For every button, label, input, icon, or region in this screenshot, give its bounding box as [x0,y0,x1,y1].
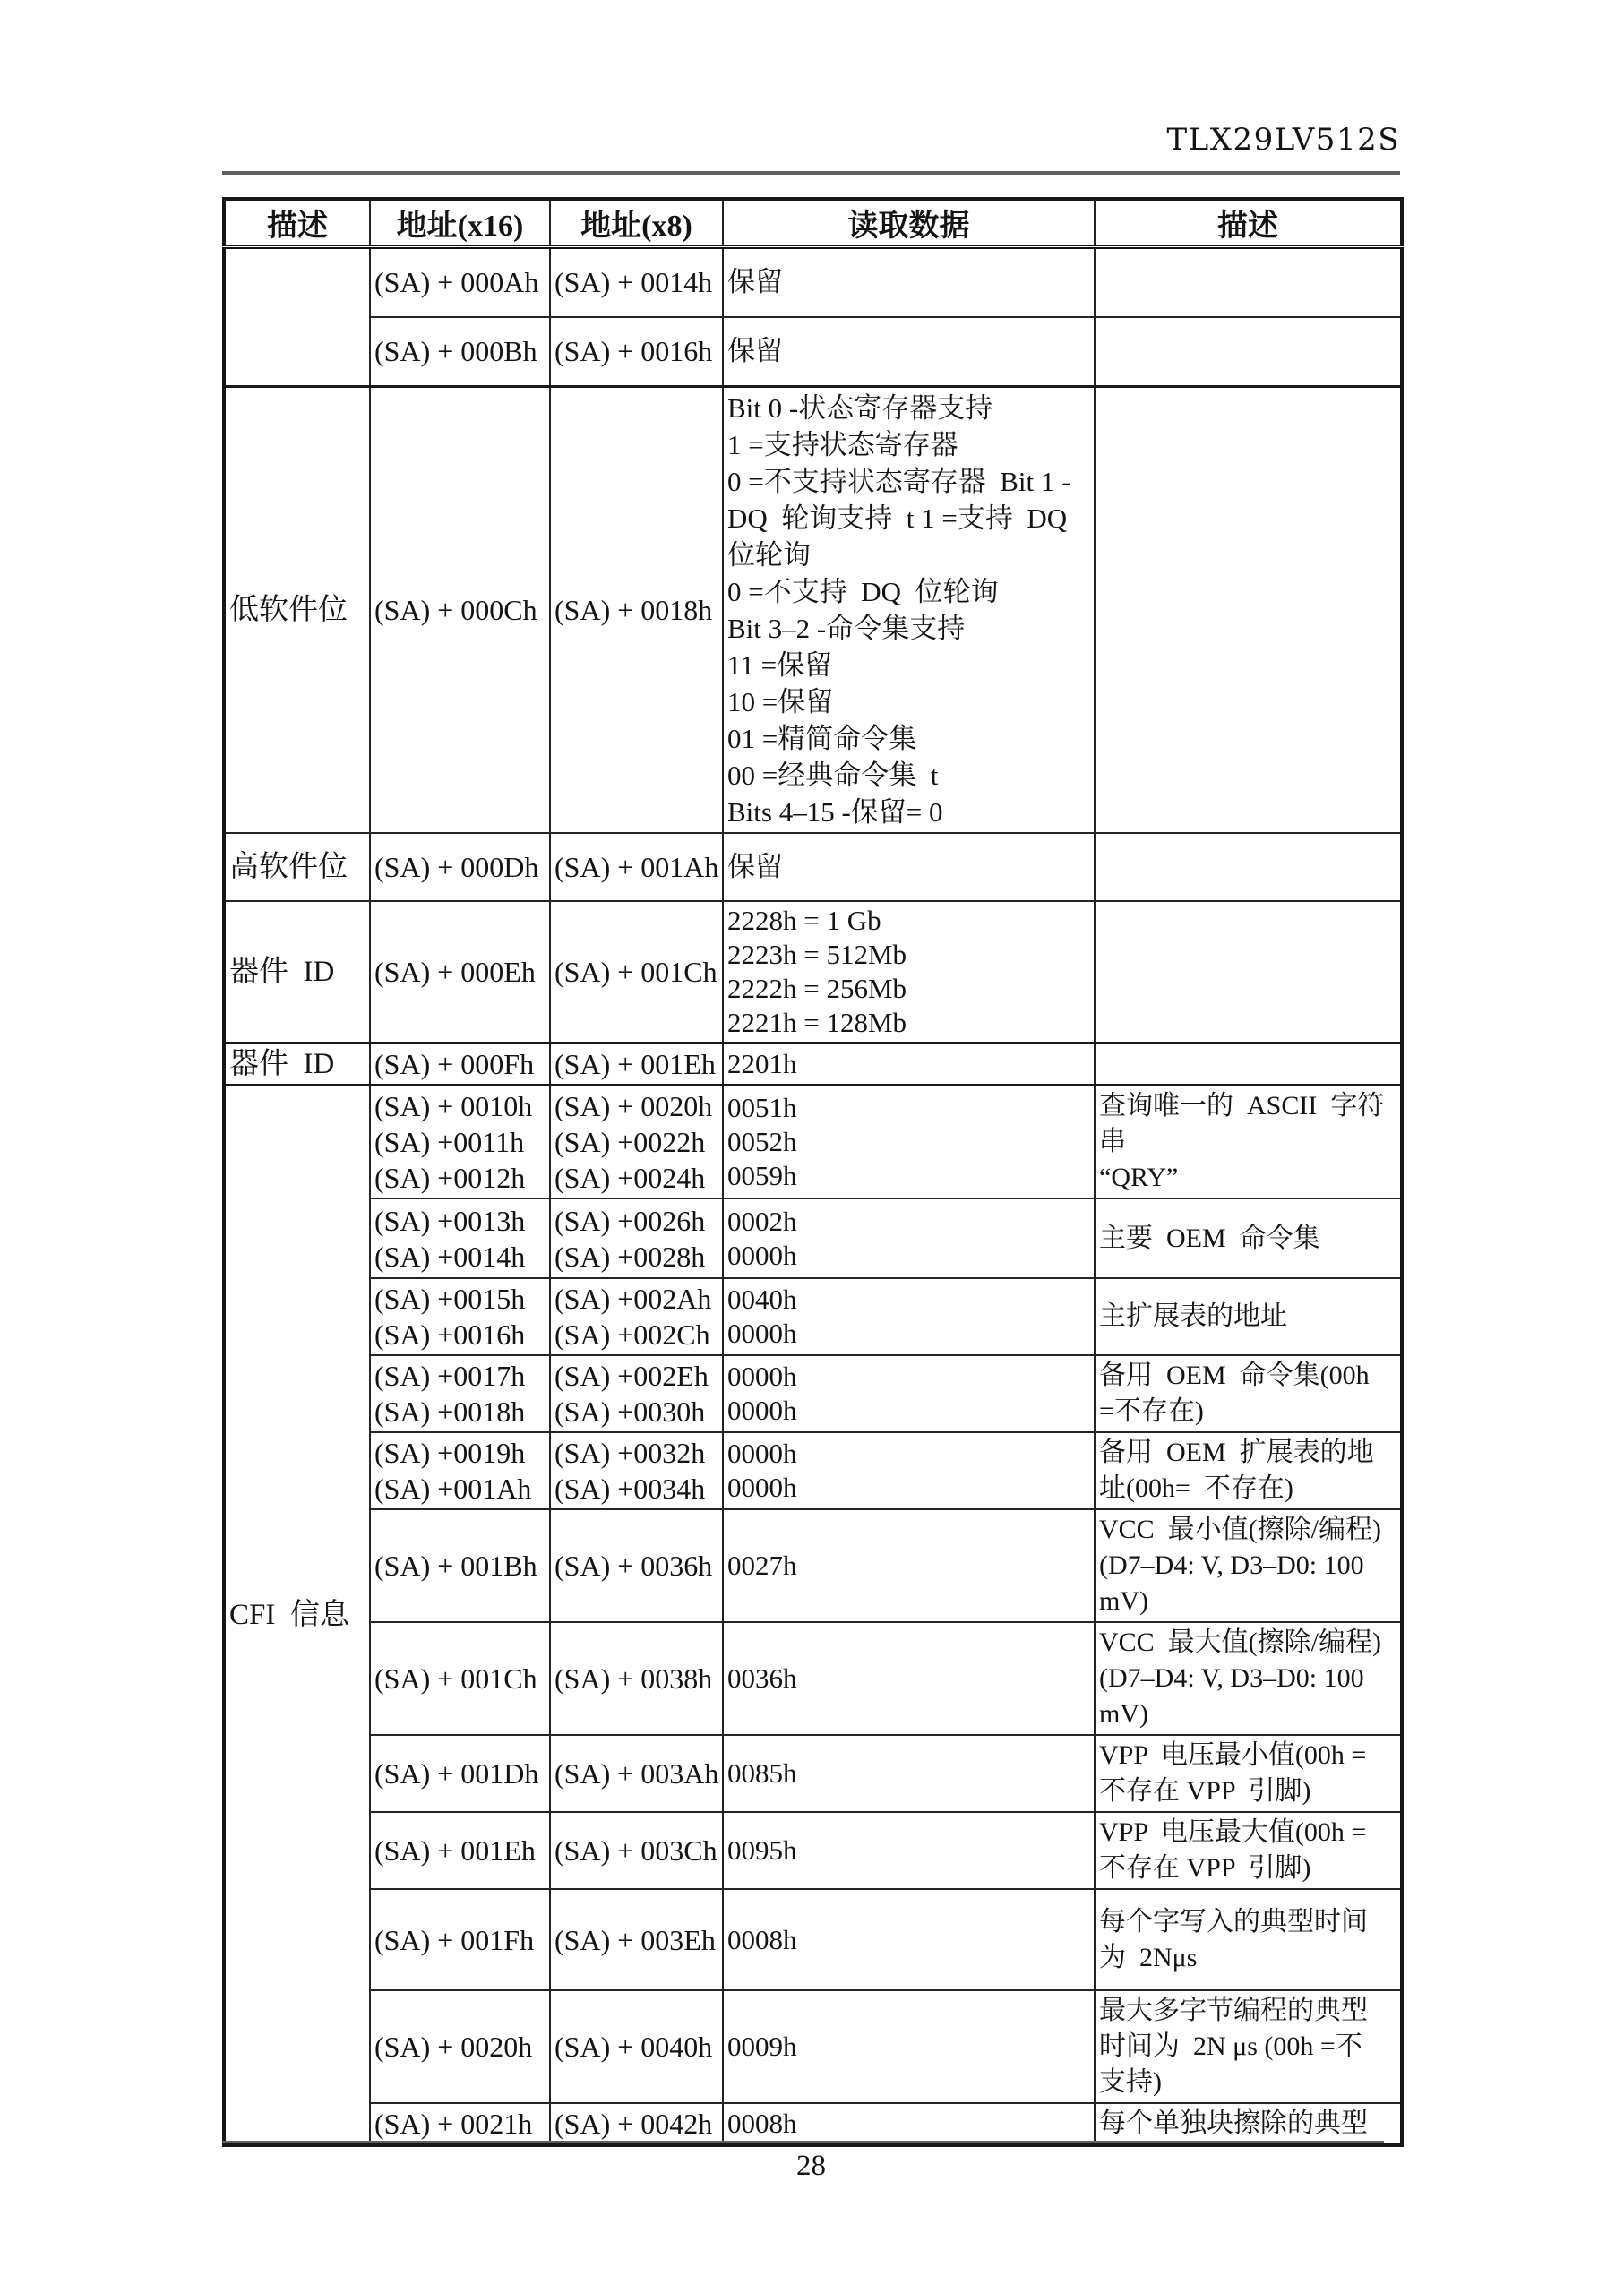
cfi-query-table [222,197,1404,2147]
cell-description-right [1095,1086,1402,1199]
table-row [224,901,1402,1043]
cell-address-x16 [370,833,550,901]
cell-address-x8 [550,317,723,387]
cell-description-right-line: VCC 最大值(擦除/编程) [1099,1627,1381,1657]
cell-address-x16 [370,1622,550,1735]
table-row [224,1889,1402,1990]
cell-read-data-line: 2228h = 1 Gb [727,905,881,936]
cell-address-x8-line: (SA) + 0018h [554,594,713,626]
cell-read-data [723,1086,1095,1199]
cell-description-right [1095,833,1402,901]
cell-address-x8-line: (SA) + 001Ch [554,956,717,988]
cell-address-x16-line: (SA) + 000Ah [374,266,539,299]
cell-read-data-line: 0008h [727,2108,797,2139]
cell-description-right-line: (D7–D4: V, D3–D0: 100 [1099,1663,1364,1693]
cell-description-right [1095,1812,1402,1889]
cell-address-x16-line: (SA) +0014h [374,1240,526,1273]
cell-address-x8-line: (SA) +002Eh [554,1360,709,1392]
cell-read-data-line: 保留 [727,335,783,367]
cell-address-x8-line: (SA) +002Ah [554,1283,712,1315]
page-number: 28 [796,2150,826,2182]
table-row [224,1622,1402,1735]
cell-description-right [1095,1355,1402,1432]
cell-address-x16-line: (SA) + 001Dh [374,1757,539,1790]
cell-read-data [723,247,1095,317]
cell-address-x8 [550,1278,723,1355]
cell-address-x16-line: (SA) + 0021h [374,2108,533,2140]
cell-address-x16 [370,901,550,1043]
cell-address-x8 [550,1086,723,1199]
cell-read-data [723,1812,1095,1889]
cell-description [224,387,370,834]
cell-address-x16-line: (SA) + 000Bh [374,335,537,368]
cell-description-right [1095,387,1402,834]
cell-read-data-line: 0 =不支持状态寄存器 Bit 1 - [727,466,1071,497]
cell-read-data-line: 0000h [727,1318,797,1349]
cell-address-x8 [550,1889,723,1990]
cell-address-x8 [550,1735,723,1812]
cell-address-x8-line: (SA) + 003Ch [554,1834,717,1867]
table-row [224,1432,1402,1509]
cell-description-right [1095,1198,1402,1278]
cell-description-right-line: VPP 电压最小值(00h = [1099,1740,1367,1770]
cell-read-data-line: Bits 4–15 -保留= 0 [727,796,943,828]
cell-read-data [723,317,1095,387]
cell-read-data-line: 0095h [727,1834,797,1866]
cell-address-x8-line: (SA) + 0016h [554,335,713,368]
cell-address-x16-line: (SA) +0018h [374,1396,526,1428]
cell-description [224,247,370,387]
cell-read-data-line: 01 =精简命令集 [727,723,917,754]
cell-description-right-line: 串 [1099,1127,1126,1156]
cell-address-x16 [370,317,550,387]
cell-read-data [723,1622,1095,1735]
cell-description [224,833,370,901]
cell-address-x16-line: (SA) +0013h [374,1204,526,1237]
section-label: 器件 ID [229,956,335,988]
cell-description-right-line: mV) [1099,1586,1148,1616]
header-rule [222,171,1400,175]
cell-read-data-line: 0036h [727,1662,797,1694]
section-label: 高软件位 [229,851,348,883]
cell-address-x8 [550,247,723,317]
cell-address-x8-line: (SA) +0028h [554,1240,706,1273]
cell-read-data-line: Bit 3–2 -命令集支持 [727,613,966,644]
table-row [224,2103,1402,2145]
cell-address-x16-line: (SA) +0012h [374,1162,526,1194]
section-label: 器件 ID [229,1048,335,1080]
cell-address-x16 [370,1889,550,1990]
table-row [224,1812,1402,1889]
cell-address-x16 [370,2103,550,2145]
cell-read-data-line: 0000h [727,1395,797,1426]
cell-address-x8-line: (SA) + 0020h [554,1090,713,1122]
cell-description-right [1095,247,1402,317]
cell-read-data [723,901,1095,1043]
table-row [224,1355,1402,1432]
section-label: CFI 信息 [229,1599,349,1631]
cell-description-right [1095,1622,1402,1735]
cell-description-right-line: 为 2Nμs [1099,1942,1198,1972]
cell-description-right-line: “QRY” [1099,1163,1179,1192]
cell-description-right-line: 主扩展表的地址 [1099,1301,1287,1331]
table-row [224,1509,1402,1622]
cell-read-data-line: 0000h [727,1438,797,1469]
cell-description-right-line: VPP 电压最大值(00h = [1099,1817,1367,1847]
cell-address-x8-line: (SA) + 001Ah [554,851,719,883]
cell-address-x8-line: (SA) + 0038h [554,1662,713,1695]
cell-address-x8 [550,387,723,834]
document-title: TLX29LV512S [1166,122,1400,158]
section-label: 低软件位 [229,594,348,626]
cell-description-right-line: mV) [1099,1699,1148,1729]
column-header-address-x16: 地址(x16) [370,199,550,247]
table-row [224,1198,1402,1278]
cell-address-x8 [550,1812,723,1889]
cell-address-x8-line: (SA) + 0036h [554,1550,713,1582]
cell-address-x8-line: (SA) +0032h [554,1437,706,1469]
cell-read-data-line: 0027h [727,1550,797,1581]
cell-address-x16 [370,1086,550,1199]
column-header-description-right: 描述 [1095,199,1402,247]
cell-address-x16 [370,1990,550,2103]
cell-read-data [723,1278,1095,1355]
cell-description-right [1095,2103,1402,2145]
table-row [224,1086,1402,1199]
cell-address-x16 [370,1735,550,1812]
cell-address-x16-line: (SA) +0017h [374,1360,526,1392]
cell-address-x16-line: (SA) +0011h [374,1126,525,1158]
cell-address-x8-line: (SA) +002Ch [554,1318,710,1351]
cell-read-data-line: 0059h [727,1160,797,1191]
cell-read-data-line: 0000h [727,1472,797,1503]
cell-read-data-line: DQ 轮询支持 t 1 =支持 DQ [727,502,1068,534]
cell-read-data-line: 2201h [727,1048,797,1079]
cell-address-x8 [550,2103,723,2145]
cell-read-data-line: 0002h [727,1205,797,1237]
cell-address-x16 [370,1278,550,1355]
cell-read-data [723,1509,1095,1622]
cell-address-x8 [550,1355,723,1432]
cell-read-data-line: Bit 0 -状态寄存器支持 [727,392,993,424]
column-header-description: 描述 [224,199,370,247]
cell-read-data-line: 位轮询 [727,539,811,571]
cell-description-right [1095,1990,1402,2103]
cell-description-right-line: 支持) [1099,2067,1162,2097]
cell-address-x16-line: (SA) +0019h [374,1437,526,1469]
cell-address-x8-line: (SA) +0026h [554,1204,706,1237]
cell-read-data [723,2103,1095,2145]
cell-read-data-line: 00 =经典命令集 t [727,760,939,791]
cell-read-data [723,833,1095,901]
table-row [224,833,1402,901]
cell-address-x16-line: (SA) + 000Eh [374,956,536,988]
cell-address-x8-line: (SA) +0022h [554,1126,706,1158]
cell-description-right-line: 最大多字节编程的典型 [1099,1996,1368,2025]
cell-read-data-line: 10 =保留 [727,686,834,717]
cell-address-x16-line: (SA) +0015h [374,1283,526,1315]
cell-address-x16 [370,247,550,317]
cell-address-x16 [370,387,550,834]
cell-description [224,1086,370,2146]
cell-address-x16-line: (SA) + 001Bh [374,1550,537,1582]
cell-description-right-line: =不存在) [1099,1396,1204,1426]
cell-address-x16 [370,1432,550,1509]
cell-read-data [723,387,1095,834]
cell-description-right-line: VCC 最小值(擦除/编程) [1099,1515,1381,1544]
cell-description-right-line: 查询唯一的 ASCII 字符 [1099,1091,1385,1121]
table-row [224,1278,1402,1355]
cell-address-x8-line: (SA) + 0014h [554,266,713,299]
cell-description-right-line: (D7–D4: V, D3–D0: 100 [1099,1550,1364,1580]
cell-address-x8 [550,1043,723,1086]
cell-description-right [1095,901,1402,1043]
column-header-address-x8: 地址(x8) [550,199,723,247]
table-row [224,317,1402,387]
cell-address-x16-line: (SA) +001Ah [374,1473,532,1505]
cell-description-right [1095,1043,1402,1086]
cell-description-right [1095,1889,1402,1990]
cell-read-data [723,1198,1095,1278]
cell-address-x16-line: (SA) + 0010h [374,1090,533,1122]
table-row [224,1990,1402,2103]
cell-address-x16-line: (SA) + 000Fh [374,1048,535,1080]
cell-description-right [1095,1509,1402,1622]
cell-read-data-line: 0040h [727,1284,797,1315]
cell-read-data-line: 保留 [727,851,783,882]
cell-read-data-line: 0085h [727,1757,797,1789]
cell-address-x16-line: (SA) + 0020h [374,2031,533,2063]
cell-address-x8-line: (SA) + 003Ah [554,1757,719,1790]
cell-read-data [723,1432,1095,1509]
cell-description-right-line: 主要 OEM 命令集 [1099,1223,1320,1253]
cell-description-right-line: 不存在 VPP 引脚) [1099,1776,1311,1806]
cell-read-data-line: 0052h [727,1126,797,1157]
cell-address-x8-line: (SA) + 003Eh [554,1923,716,1956]
cell-address-x8-line: (SA) + 0040h [554,2031,713,2063]
cell-address-x16-line: (SA) + 001Eh [374,1834,536,1867]
cell-address-x8 [550,833,723,901]
cell-description-right-line: 每个单独块擦除的典型 [1099,2108,1368,2138]
cell-read-data [723,1043,1095,1086]
cell-read-data-line: 2222h = 256Mb [727,973,907,1004]
cell-description [224,1043,370,1086]
cell-address-x8-line: (SA) +0024h [554,1162,706,1194]
cell-read-data-line: 0 =不支持 DQ 位轮询 [727,576,999,607]
cell-description-right [1095,1278,1402,1355]
cell-description-right-line: 址(00h= 不存在) [1099,1473,1293,1503]
cell-address-x16-line: (SA) + 000Dh [374,851,539,883]
cell-description-right-line: 不存在 VPP 引脚) [1099,1853,1311,1883]
footer-rule [222,2141,1384,2143]
cell-read-data [723,1355,1095,1432]
cell-read-data [723,1990,1095,2103]
cell-description-right-line: 时间为 2N μs (00h =不 [1099,2031,1362,2061]
cell-address-x8 [550,1990,723,2103]
cell-address-x8 [550,901,723,1043]
table-row [224,387,1402,834]
cell-read-data-line: 2221h = 128Mb [727,1007,907,1038]
cell-description-right [1095,317,1402,387]
cell-address-x8-line: (SA) + 001Eh [554,1048,716,1080]
cell-read-data-line: 0000h [727,1239,797,1271]
cell-description [224,901,370,1043]
cell-read-data-line: 1 =支持状态寄存器 [727,429,958,460]
cell-address-x16 [370,1509,550,1622]
cell-description-right [1095,1432,1402,1509]
cell-description-right-line: 备用 OEM 扩展表的地 [1099,1438,1374,1467]
cell-address-x8 [550,1622,723,1735]
cell-address-x16 [370,1043,550,1086]
cell-address-x16-line: (SA) + 000Ch [374,594,537,626]
cell-address-x8 [550,1509,723,1622]
cell-description-right-line: 备用 OEM 命令集(00h [1099,1361,1370,1390]
cell-address-x8 [550,1432,723,1509]
cell-address-x8-line: (SA) + 0042h [554,2108,713,2140]
cell-read-data-line: 0000h [727,1361,797,1392]
cell-address-x16 [370,1355,550,1432]
cell-read-data-line: 2223h = 512Mb [727,939,907,970]
cell-address-x16 [370,1198,550,1278]
cell-address-x8-line: (SA) +0034h [554,1473,706,1505]
table-row [224,247,1402,317]
cell-read-data-line: 11 =保留 [727,649,833,681]
cell-address-x8 [550,1198,723,1278]
cell-address-x16 [370,1812,550,1889]
column-header-read-data: 读取数据 [723,199,1095,247]
cell-read-data [723,1889,1095,1990]
table-header-row [224,199,1402,247]
table-row [224,1043,1402,1086]
cell-read-data-line: 0051h [727,1092,797,1123]
cell-description-right-line: 每个字写入的典型时间 [1099,1906,1368,1937]
cell-address-x16-line: (SA) + 001Ch [374,1662,537,1695]
table-row [224,1735,1402,1812]
cell-read-data [723,1735,1095,1812]
cell-read-data-line: 0008h [727,1923,797,1955]
cell-address-x8-line: (SA) +0030h [554,1396,706,1428]
cell-read-data-line: 保留 [727,266,783,298]
cell-read-data-line: 0009h [727,2031,797,2062]
cell-description-right [1095,1735,1402,1812]
cell-address-x16-line: (SA) + 001Fh [374,1923,535,1956]
cell-address-x16-line: (SA) +0016h [374,1318,526,1351]
